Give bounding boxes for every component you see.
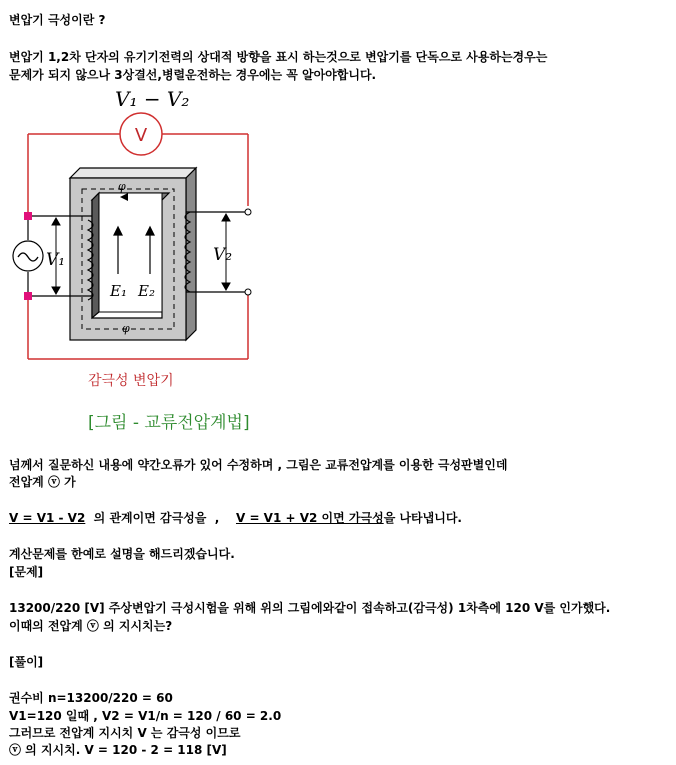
problem-text: 13200/220 [V] 주상변압기 극성시험을 위해 위의 그림에와같이 접속하고(감극성) 1차측에 120 V를 인가했다. xyxy=(9,601,611,615)
transformer-core xyxy=(70,168,196,340)
solution-line-3: 그러므로 전압계 지시치 V 는 감극성 이므로 xyxy=(9,726,241,740)
problem-question: 이때의 전압계 ⓥ 의 지시치는? xyxy=(9,619,173,633)
v1-label: V₁ xyxy=(46,250,66,270)
secondary-terminal-top xyxy=(245,209,251,215)
intro-line-2: 문제가 되지 않으나 3상결선,병렬운전하는 경우에는 꼭 알아야합니다. xyxy=(9,68,377,82)
intro-line-1: 변압기 1,2차 단자의 유기기전력의 상대적 방향을 표시 하는것으로 변압기를 단독으로 사용하는경우는 xyxy=(9,50,548,64)
primary-terminal-bottom xyxy=(24,292,32,300)
body-line-3 xyxy=(9,510,462,526)
body-line-4: 계산문제를 한예로 설명을 해드리겠습니다. xyxy=(9,547,235,561)
solution-heading: [풀이] xyxy=(9,655,44,669)
solution-line-1: 권수비 n=13200/220 = 60 xyxy=(9,691,173,705)
page-heading: 변압기 극성이란 ? xyxy=(9,13,106,27)
e1-label: E₁ xyxy=(110,282,127,300)
body-line-2: 전압계 ⓥ 가 xyxy=(9,475,76,489)
voltmeter-symbol: V xyxy=(134,125,148,146)
caption-figure: [그림 - 교류전압계법] xyxy=(88,413,250,433)
body-line-3-end: 을 나타냅니다. xyxy=(383,511,462,525)
solution-line-2: V1=120 일때 , V2 = V1/n = 120 / 60 = 2.0 xyxy=(9,709,282,723)
flux-symbol-top: φ xyxy=(118,180,126,193)
ac-source-icon xyxy=(13,241,43,271)
transformer-diagram xyxy=(0,84,300,369)
subtractive-formula: V = V1 - V2 xyxy=(9,511,86,525)
diagram-top-label: V₁ − V₂ xyxy=(115,87,190,111)
solution-line-4: ⓥ 의 지시치. V = 120 - 2 = 118 [V] xyxy=(9,743,227,757)
v2-label: V₂ xyxy=(213,245,233,265)
voltmeter xyxy=(120,113,162,155)
flux-symbol-bottom: φ xyxy=(122,322,130,335)
body-line-1: 넘께서 질문하신 내용에 약간오류가 있어 수정하며 , 그림은 교류전압계를 이용한 극성판별인데 xyxy=(9,458,508,472)
secondary-terminal-bottom xyxy=(245,289,251,295)
additive-formula: V = V1 + V2 이면 가극성 xyxy=(235,511,384,525)
e2-label: E₂ xyxy=(138,282,155,300)
primary-terminal-top xyxy=(24,212,32,220)
problem-heading: [문제] xyxy=(9,565,44,579)
caption-subtractive: 감극성 변압기 xyxy=(88,373,174,389)
body-line-3-mid: 의 관계이면 감극성을 , xyxy=(85,511,236,525)
